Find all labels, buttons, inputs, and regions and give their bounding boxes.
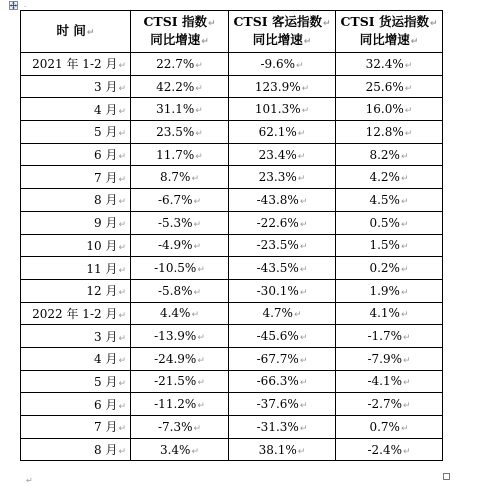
paragraph-mark: ↵: [299, 196, 308, 207]
cell-period: [21, 75, 131, 98]
table-row: [21, 370, 443, 393]
header-line1: CTSI 指数: [143, 13, 207, 29]
paragraph-mark-top: ·: [24, 3, 27, 11]
paragraph-mark: ↵: [197, 378, 205, 389]
cell-ctsi: [131, 53, 229, 76]
paragraph-mark: ↵: [197, 355, 205, 366]
paragraph-mark: ↵: [403, 378, 411, 389]
cell-passenger: [229, 143, 336, 166]
paragraph-mark: ↵: [404, 128, 413, 139]
cell-value: -6.7%: [157, 192, 193, 207]
paragraph-mark: ↵: [400, 242, 409, 253]
paragraph-mark: ↵: [301, 83, 310, 94]
cell-passenger: [229, 257, 336, 280]
cell-value: -23.5%: [256, 238, 299, 253]
paragraph-mark: ↵: [404, 106, 413, 117]
cell-passenger: [229, 302, 336, 325]
paragraph-mark: ↵: [118, 333, 126, 344]
cell-value: 9 月: [94, 216, 118, 231]
cell-passenger: [229, 98, 336, 121]
cell-freight: [336, 98, 443, 121]
paragraph-mark: ↵: [191, 446, 200, 457]
paragraph-mark: ↵: [404, 60, 413, 71]
paragraph-mark: ↵: [299, 265, 308, 276]
cell-ctsi: [131, 166, 229, 189]
paragraph-mark: ↵: [299, 378, 308, 389]
cell-value: 11.7%: [156, 147, 195, 162]
cell-passenger: [229, 166, 336, 189]
cell-period: [21, 325, 131, 348]
table-resize-handle[interactable]: [443, 473, 450, 480]
cell-value: 25.6%: [365, 79, 404, 94]
paragraph-mark: ↵: [400, 287, 409, 298]
paragraph-mark: ↵: [299, 401, 308, 412]
cell-value: 22.7%: [156, 56, 195, 71]
cell-value: 23.5%: [156, 124, 195, 139]
cell-passenger: [229, 121, 336, 144]
cell-value: 4.5%: [369, 192, 400, 207]
cell-value: 8.2%: [369, 147, 400, 162]
paragraph-mark: ↵: [118, 288, 126, 299]
paragraph-mark: ↵: [118, 242, 126, 253]
cell-value: -10.5%: [154, 261, 197, 276]
cell-ctsi: [131, 189, 229, 212]
cell-period: [21, 416, 131, 439]
cell-passenger: [229, 234, 336, 257]
paragraph-mark: ↵: [197, 265, 205, 276]
cell-period: [21, 347, 131, 370]
cell-value: 16.0%: [365, 102, 404, 117]
paragraph-mark: ↵: [297, 446, 306, 457]
table-row: [21, 347, 443, 370]
paragraph-mark: ↵: [429, 18, 438, 29]
cell-value: -11.2%: [154, 397, 197, 412]
table-row: [21, 189, 443, 212]
paragraph-mark: ↵: [404, 83, 413, 94]
cell-passenger: [229, 370, 336, 393]
cell-value: 4.1%: [369, 306, 400, 321]
cell-period: [21, 166, 131, 189]
table-row: [21, 325, 443, 348]
cell-value: 2021 年 1-2 月: [32, 57, 118, 72]
cell-freight: [336, 121, 443, 144]
cell-value: -4.1%: [367, 374, 402, 389]
paragraph-mark: ↵: [118, 424, 126, 435]
paragraph-mark: ↵: [197, 401, 205, 412]
paragraph-mark: ↵: [297, 174, 306, 185]
cell-value: 12.8%: [365, 124, 404, 139]
cell-value: 3 月: [94, 80, 118, 95]
table-row: [21, 75, 443, 98]
cell-freight: [336, 325, 443, 348]
paragraph-mark: ↵: [301, 106, 310, 117]
cell-period: [21, 98, 131, 121]
cell-value: 6 月: [94, 397, 118, 412]
paragraph-mark: ↵: [193, 242, 202, 253]
paragraph-mark: ↵: [299, 287, 308, 298]
paragraph-mark: ↵: [191, 310, 200, 321]
cell-value: 0.5%: [369, 215, 400, 230]
cell-value: 31.1%: [156, 102, 195, 117]
header-line1: CTSI 客运指数: [233, 13, 322, 29]
cell-freight: [336, 370, 443, 393]
paragraph-mark: ↵: [118, 220, 126, 231]
paragraph-mark: ↵: [86, 27, 95, 38]
paragraph-mark: ↵: [118, 84, 126, 95]
cell-freight: [336, 347, 443, 370]
cell-value: 12 月: [86, 284, 118, 299]
table-row: [21, 393, 443, 416]
cell-value: 0.2%: [369, 261, 400, 276]
cell-value: 0.7%: [369, 419, 400, 434]
cell-ctsi: [131, 98, 229, 121]
cell-value: 38.1%: [258, 442, 297, 457]
paragraph-mark: ↵: [400, 219, 409, 230]
cell-passenger: [229, 347, 336, 370]
cell-value: 4 月: [94, 352, 118, 367]
paragraph-mark: ↵: [195, 151, 203, 162]
cell-ctsi: [131, 347, 229, 370]
paragraph-mark: ↵: [299, 333, 308, 344]
cell-freight: [336, 75, 443, 98]
cell-ctsi: [131, 370, 229, 393]
header-cell: [131, 11, 229, 53]
paragraph-mark: ↵: [193, 219, 202, 230]
cell-value: 10 月: [86, 238, 118, 253]
cell-freight: [336, 393, 443, 416]
cell-passenger: [229, 53, 336, 76]
paragraph-mark: ↵: [193, 287, 202, 298]
cell-period: [21, 370, 131, 393]
paragraph-mark: ↵: [296, 60, 304, 71]
cell-value: -45.6%: [256, 329, 299, 344]
paragraph-mark: ↵: [297, 151, 306, 162]
cell-value: -1.7%: [367, 329, 402, 344]
cell-value: -2.7%: [367, 397, 402, 412]
cell-period: [21, 257, 131, 280]
cell-period: [21, 53, 131, 76]
paragraph-mark: ↵: [299, 355, 308, 366]
paragraph-mark: ↵: [403, 355, 411, 366]
cell-value: -5.8%: [157, 283, 193, 298]
cell-value: -13.9%: [154, 329, 197, 344]
cell-freight: [336, 416, 443, 439]
cell-value: -22.6%: [256, 215, 299, 230]
cell-freight: [336, 234, 443, 257]
cell-value: 23.3%: [258, 170, 297, 185]
paragraph-mark: ↵: [118, 378, 126, 389]
cell-ctsi: [131, 325, 229, 348]
cell-freight: [336, 211, 443, 234]
cell-period: [21, 234, 131, 257]
cell-value: -7.9%: [367, 351, 402, 366]
cell-value: 1.5%: [369, 238, 400, 253]
paragraph-mark: ↵: [118, 61, 126, 72]
paragraph-mark: ↵: [322, 18, 331, 29]
paragraph-mark: ↵: [400, 196, 409, 207]
cell-freight: [336, 166, 443, 189]
header-line2: 同比增速: [359, 31, 410, 47]
cell-value: 5 月: [94, 125, 118, 140]
cell-value: 4.7%: [262, 306, 293, 321]
paragraph-mark: ↵: [118, 129, 126, 140]
paragraph-mark: ↵: [118, 401, 126, 412]
table-row: [21, 257, 443, 280]
header-cell: [21, 11, 131, 53]
paragraph-mark: ↵: [118, 265, 126, 276]
header-line2: 同比增速: [150, 31, 201, 47]
cell-value: -24.9%: [154, 351, 197, 366]
table-row: [21, 234, 443, 257]
cell-value: 3.4%: [159, 442, 191, 457]
paragraph-mark: ↵: [400, 423, 409, 434]
paragraph-mark: ↵: [400, 310, 409, 321]
header-line1: CTSI 货运指数: [340, 13, 429, 29]
table-move-handle-icon[interactable]: [9, 1, 18, 10]
cell-value: -2.4%: [367, 442, 402, 457]
cell-freight: [336, 257, 443, 280]
paragraph-mark: ↵: [410, 36, 419, 47]
cell-value: 62.1%: [258, 124, 297, 139]
cell-value: 8.7%: [159, 170, 191, 185]
cell-value: -21.5%: [154, 374, 197, 389]
cell-value: 7 月: [94, 170, 118, 185]
header-line1: 时 间: [56, 22, 86, 38]
cell-value: 8 月: [94, 193, 118, 208]
cell-ctsi: [131, 279, 229, 302]
cell-passenger: [229, 438, 336, 461]
table-row: [21, 166, 443, 189]
header-cell: [336, 11, 443, 53]
cell-value: -66.3%: [256, 374, 299, 389]
paragraph-mark: ↵: [193, 423, 202, 434]
cell-passenger: [229, 416, 336, 439]
cell-value: 1.9%: [369, 283, 400, 298]
cell-value: -30.1%: [256, 283, 299, 298]
cell-period: [21, 438, 131, 461]
cell-value: 7 月: [94, 420, 118, 435]
table-row: [21, 98, 443, 121]
cell-value: -43.8%: [256, 192, 299, 207]
cell-ctsi: [131, 393, 229, 416]
cell-value: 4.4%: [159, 306, 191, 321]
cell-passenger: [229, 211, 336, 234]
cell-period: [21, 393, 131, 416]
ctsi-growth-table: [20, 10, 443, 461]
cell-passenger: [229, 189, 336, 212]
table-row: [21, 143, 443, 166]
paragraph-mark: ↵: [403, 333, 411, 344]
paragraph-mark: ↵: [193, 196, 202, 207]
cell-value: 6 月: [94, 148, 118, 163]
paragraph-mark: ↵: [303, 36, 312, 47]
paragraph-mark: ↵: [403, 401, 411, 412]
table-row: [21, 279, 443, 302]
table-row: [21, 53, 443, 76]
cell-freight: [336, 143, 443, 166]
cell-ctsi: [131, 234, 229, 257]
cell-value: 3 月: [94, 329, 118, 344]
cell-value: 2022 年 1-2 月: [32, 306, 118, 321]
cell-passenger: [229, 393, 336, 416]
cell-ctsi: [131, 211, 229, 234]
cell-value: -43.5%: [256, 261, 299, 276]
table-row: [21, 416, 443, 439]
paragraph-mark: ↵: [118, 197, 126, 208]
paragraph-mark: ↵: [195, 128, 203, 139]
paragraph-mark: ↵: [118, 447, 126, 458]
paragraph-mark: ↵: [299, 219, 308, 230]
cell-value: 8 月: [94, 443, 118, 458]
cell-value: 42.2%: [156, 79, 195, 94]
header-line2: 同比增速: [252, 31, 303, 47]
cell-value: -37.6%: [256, 397, 299, 412]
cell-value: 4.2%: [369, 170, 400, 185]
cell-ctsi: [131, 438, 229, 461]
cell-passenger: [229, 325, 336, 348]
paragraph-mark: ↵: [195, 83, 203, 94]
cell-value: 4 月: [94, 102, 118, 117]
cell-value: -5.3%: [157, 215, 193, 230]
cell-value: -7.3%: [157, 419, 193, 434]
cell-value: -4.9%: [157, 238, 193, 253]
cell-value: 5 月: [94, 374, 118, 389]
paragraph-mark: ↵: [403, 446, 411, 457]
cell-freight: [336, 302, 443, 325]
table-row: [21, 438, 443, 461]
cell-period: [21, 121, 131, 144]
paragraph-mark: ↵: [118, 310, 126, 321]
table-row: [21, 121, 443, 144]
paragraph-mark: ↵: [195, 106, 203, 117]
paragraph-mark-bottom: ↵: [26, 476, 33, 485]
cell-freight: [336, 53, 443, 76]
cell-freight: [336, 279, 443, 302]
cell-ctsi: [131, 143, 229, 166]
paragraph-mark: ↵: [207, 18, 216, 29]
table-row: [21, 211, 443, 234]
paragraph-mark: ↵: [118, 356, 126, 367]
paragraph-mark: ↵: [293, 310, 302, 321]
paragraph-mark: ↵: [299, 423, 308, 434]
paragraph-mark: ↵: [195, 60, 203, 71]
cell-ctsi: [131, 75, 229, 98]
cell-period: [21, 189, 131, 212]
cell-period: [21, 211, 131, 234]
cell-ctsi: [131, 257, 229, 280]
cell-value: -9.6%: [260, 56, 295, 71]
paragraph-mark: ↵: [197, 333, 205, 344]
paragraph-mark: ↵: [400, 151, 409, 162]
cell-value: -31.3%: [256, 419, 299, 434]
header-cell: [229, 11, 336, 53]
cell-period: [21, 279, 131, 302]
paragraph-mark: ↵: [118, 152, 126, 163]
cell-passenger: [229, 279, 336, 302]
paragraph-mark: ↵: [118, 106, 126, 117]
paragraph-mark: ↵: [118, 174, 126, 185]
cell-passenger: [229, 75, 336, 98]
cell-value: 23.4%: [258, 147, 297, 162]
table-body: [21, 53, 443, 461]
paragraph-mark: ↵: [201, 36, 209, 47]
paragraph-mark: ↵: [299, 242, 308, 253]
cell-ctsi: [131, 416, 229, 439]
cell-value: 123.9%: [254, 79, 301, 94]
cell-value: -67.7%: [256, 351, 299, 366]
cell-value: 101.3%: [254, 102, 301, 117]
table-header-row: [21, 11, 443, 53]
paragraph-mark: ↵: [297, 128, 306, 139]
paragraph-mark: ↵: [400, 174, 409, 185]
cell-period: [21, 302, 131, 325]
cell-value: 32.4%: [365, 56, 404, 71]
cell-value: 11 月: [86, 261, 118, 276]
table-row: [21, 302, 443, 325]
cell-freight: [336, 189, 443, 212]
cell-freight: [336, 438, 443, 461]
cell-ctsi: [131, 302, 229, 325]
cell-period: [21, 143, 131, 166]
paragraph-mark: ↵: [191, 174, 200, 185]
paragraph-mark: ↵: [400, 265, 409, 276]
cell-ctsi: [131, 121, 229, 144]
